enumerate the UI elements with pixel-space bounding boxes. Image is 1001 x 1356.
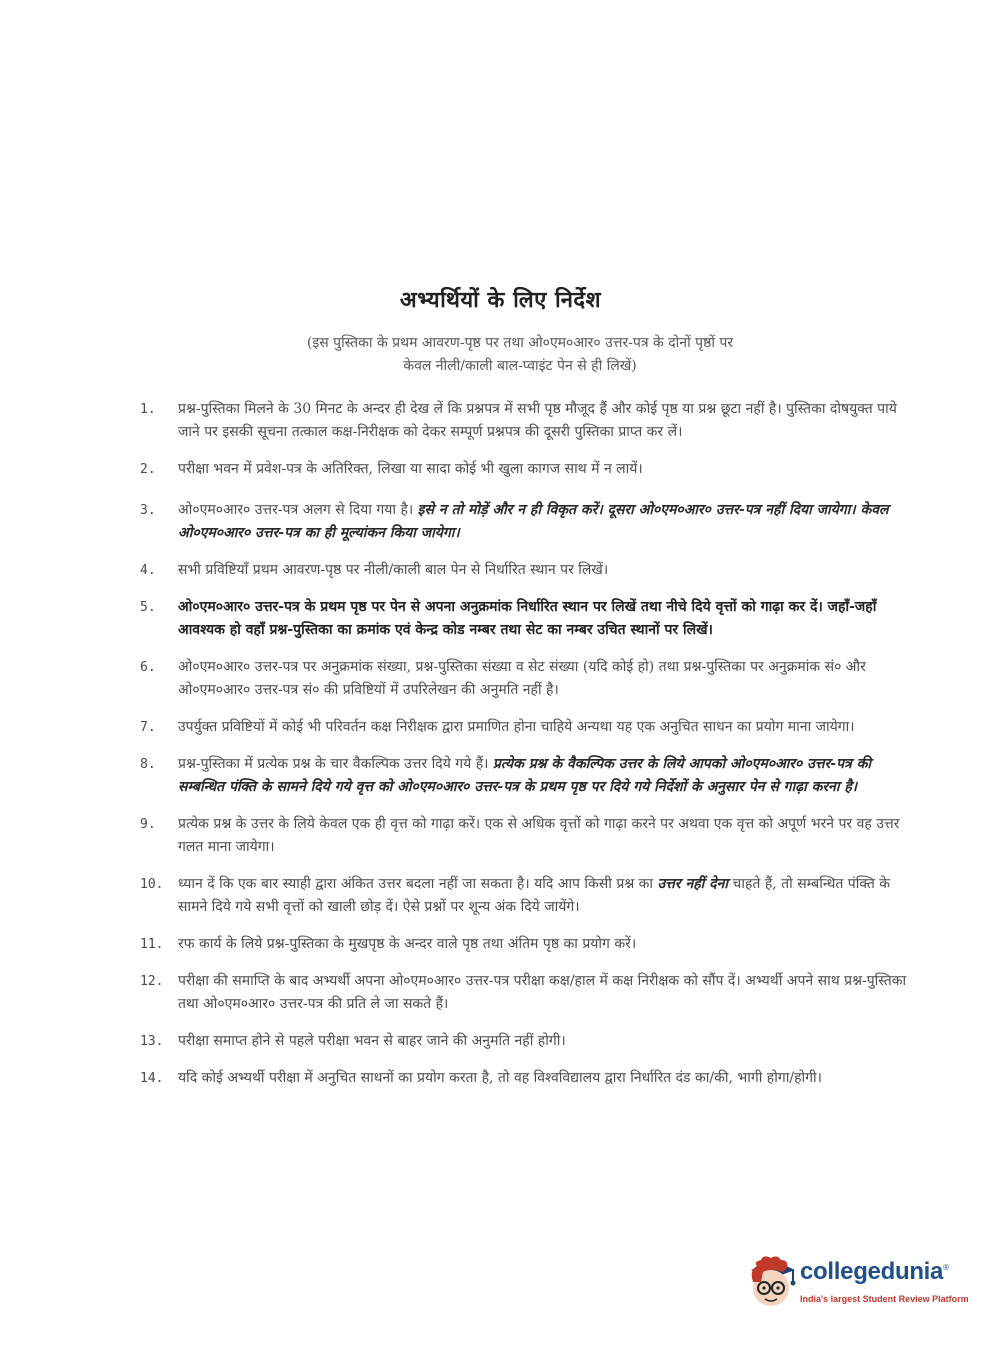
logo-wordmark <box>800 1258 949 1286</box>
instruction-number: 10. <box>140 877 164 892</box>
instruction-item <box>140 398 910 444</box>
instruction-number: 1. <box>140 402 156 417</box>
collegedunia-logo <box>743 1246 973 1316</box>
instruction-item <box>140 656 910 702</box>
instruction-text <box>178 499 910 545</box>
instruction-item <box>140 716 910 739</box>
instruction-text <box>178 933 910 956</box>
instruction-number: 7. <box>140 720 156 735</box>
instruction-number: 13. <box>140 1034 164 1049</box>
instruction-number: 3. <box>140 503 156 518</box>
instruction-item <box>140 753 910 799</box>
subtitle-line-1: (इस पुस्तिका के प्रथम आवरण-पृष्ठ पर तथा ओ०एम०आर० उत्तर-पत्र के दोनों पृष्ठों पर <box>306 335 734 351</box>
instruction-text <box>178 656 910 702</box>
instruction-item <box>140 813 910 859</box>
instruction-text <box>178 873 910 919</box>
instruction-text <box>178 559 910 582</box>
page-title: अभ्यर्थियों के लिए निर्देश <box>399 287 602 313</box>
instruction-text <box>178 1030 910 1053</box>
subtitle-note <box>210 332 830 378</box>
registered-mark: ® <box>943 1263 949 1272</box>
instruction-number: 6. <box>140 660 156 675</box>
instruction-text <box>178 813 910 859</box>
instruction-number: 14. <box>140 1071 164 1086</box>
instruction-text-segment: ओ०एम०आर० उत्तर-पत्र के प्रथम पृष्ठ पर पेन से अपना अनुक्रमांक निर्धारित स्थान पर लिखें तथा नीचे दिये वृत्तों को गाढ़ा कर दें। जहाँ-जहाँ आवश्यक हो वहाँ प्रश्न-पुस्तिका का क्रमांक एवं केन्द्र कोड नम्बर तथा सेट का नम्बर उचित स्थानों पर लिखें। <box>178 599 877 638</box>
instruction-text-segment: परीक्षा भवन में प्रवेश-पत्र के अतिरिक्त, लिखा या सादा कोई भी खुला कागज साथ में न लायें। <box>178 461 643 477</box>
instruction-text-segment: सभी प्रविष्टियाँ प्रथम आवरण-पृष्ठ पर नीली/काली बाल पेन से निर्धारित स्थान पर लिखें। <box>178 562 609 578</box>
instruction-text-segment: ध्यान दें कि एक बार स्याही द्वारा अंकित उत्तर बदला नहीं जा सकता है। यदि आप किसी प्रश्न का <box>178 876 658 892</box>
instruction-text-segment: चाहते हैं, तो सम्बन्धित पंक्ति के सामने दिये गये सभी वृत्तों को खाली छोड़ दें। ऐसे प्रश्नों पर शून्य अंक दिये जायेंगे। <box>178 876 891 915</box>
instruction-text <box>178 970 910 1016</box>
instruction-item <box>140 1067 910 1090</box>
instruction-item <box>140 499 910 545</box>
instruction-text <box>178 753 910 799</box>
instruction-text <box>178 716 910 739</box>
instruction-text-segment: यदि कोई अभ्यर्थी परीक्षा में अनुचित साधनों का प्रयोग करता है, तो वह विश्वविद्यालय द्वारा निर्धारित दंड का/की, भागी होगा/होगी। <box>178 1070 822 1086</box>
instruction-number: 2. <box>140 462 156 477</box>
mascot-icon <box>743 1248 799 1308</box>
instruction-text-segment: परीक्षा की समाप्ति के बाद अभ्यर्थी अपना ओ०एम०आर० उत्तर-पत्र परीक्षा कक्ष/हाल में कक्ष निरीक्षक को सौंप दें। अभ्यर्थी अपने साथ प्रश्न-पुस्तिका तथा ओ०एम०आर० उत्तर-पत्र की प्रति ले जा सकते हैं। <box>178 973 907 1012</box>
instruction-text <box>178 398 910 444</box>
instruction-text-segment: इसे न तो मोड़ें और न ही विकृत करें। दूसरा ओ०एम०आर० उत्तर-पत्र नहीं दिया जायेगा। केवल ओ०एम०आर० उत्तर-पत्र का ही मूल्यांकन किया जायेगा। <box>178 502 889 541</box>
instruction-text <box>178 1067 910 1090</box>
instruction-item <box>140 1030 910 1053</box>
instruction-item <box>140 933 910 956</box>
instruction-text-segment: ओ०एम०आर० उत्तर-पत्र पर अनुक्रमांक संख्या, प्रश्न-पुस्तिका संख्या व सेट संख्या (यदि कोई हो) तथा प्रश्न-पुस्तिका पर अनुक्रमांक सं० और ओ०एम०आर० उत्तर-पत्र सं० की प्रविष्टियों में उपरिलेखन की अनुमति नहीं है। <box>178 659 866 698</box>
instruction-number: 11. <box>140 937 164 952</box>
instruction-item <box>140 873 910 919</box>
instruction-text-segment: ओ०एम०आर० उत्तर-पत्र अलग से दिया गया है। <box>178 502 418 518</box>
instruction-text-segment: प्रत्येक प्रश्न के वैकल्पिक उत्तर के लिये आपको ओ०एम०आर० उत्तर-पत्र की सम्बन्धित पंक्ति के सामने दिये गये वृत्त को ओ०एम०आर० उत्तर-पत्र के प्रथम पृष्ठ पर दिये गये निर्देशों के अनुसार पेन से गाढ़ा करना है। <box>178 756 871 795</box>
instruction-text-segment: रफ कार्य के लिये प्रश्न-पुस्तिका के मुखपृष्ठ के अन्दर वाले पृष्ठ तथा अंतिम पृष्ठ का प्रयोग करें। <box>178 936 637 952</box>
instruction-list <box>140 398 910 1090</box>
instruction-text <box>178 596 910 642</box>
instruction-item <box>140 559 910 582</box>
instruction-text-segment: उपर्युक्त प्रविष्टियों में कोई भी परिवर्तन कक्ष निरीक्षक द्वारा प्रमाणित होना चाहिये अन्यथा यह एक अनुचित साधन का प्रयोग माना जायेगा। <box>178 719 855 735</box>
instruction-number: 4. <box>140 563 156 578</box>
instruction-text <box>178 458 910 481</box>
logo-tagline: India's largest Student Review Platform <box>800 1294 969 1304</box>
instruction-number: 5. <box>140 600 156 615</box>
instruction-text-segment: उत्तर नहीं देना <box>657 876 728 892</box>
instruction-number: 12. <box>140 974 164 989</box>
instruction-number: 9. <box>140 817 156 832</box>
logo-brand-text: collegedunia <box>800 1258 944 1285</box>
subtitle-line-2: केवल नीली/काली बाल-प्वाइंट पेन से ही लिखें) <box>403 358 637 374</box>
instruction-text-segment: प्रश्न-पुस्तिका में प्रत्येक प्रश्न के चार वैकल्पिक उत्तर दिये गये हैं। <box>178 756 493 772</box>
instruction-item <box>140 458 910 481</box>
instruction-item <box>140 970 910 1016</box>
instruction-text-segment: परीक्षा समाप्त होने से पहले परीक्षा भवन से बाहर जाने की अनुमति नहीं होगी। <box>178 1033 566 1049</box>
instruction-item <box>140 596 910 642</box>
instruction-number: 8. <box>140 757 156 772</box>
instruction-text-segment: प्रश्न-पुस्तिका मिलने के 30 मिनट के अन्दर ही देख लें कि प्रश्नपत्र में सभी पृष्ठ मौजूद हैं और कोई पृष्ठ या प्रश्न छूटा नहीं है। पुस्तिका दोषयुक्त पाये जाने पर इसकी सूचना तत्काल कक्ष-निरीक्षक को देकर सम्पूर्ण प्रश्नपत्र की दूसरी पुस्तिका प्राप्त कर लें। <box>178 401 897 440</box>
instruction-text-segment: प्रत्येक प्रश्न के उत्तर के लिये केवल एक ही वृत्त को गाढ़ा करें। एक से अधिक वृत्तों को गाढ़ा करने पर अथवा एक वृत्त को अपूर्ण भरने पर वह उत्तर गलत माना जायेगा। <box>178 816 900 855</box>
